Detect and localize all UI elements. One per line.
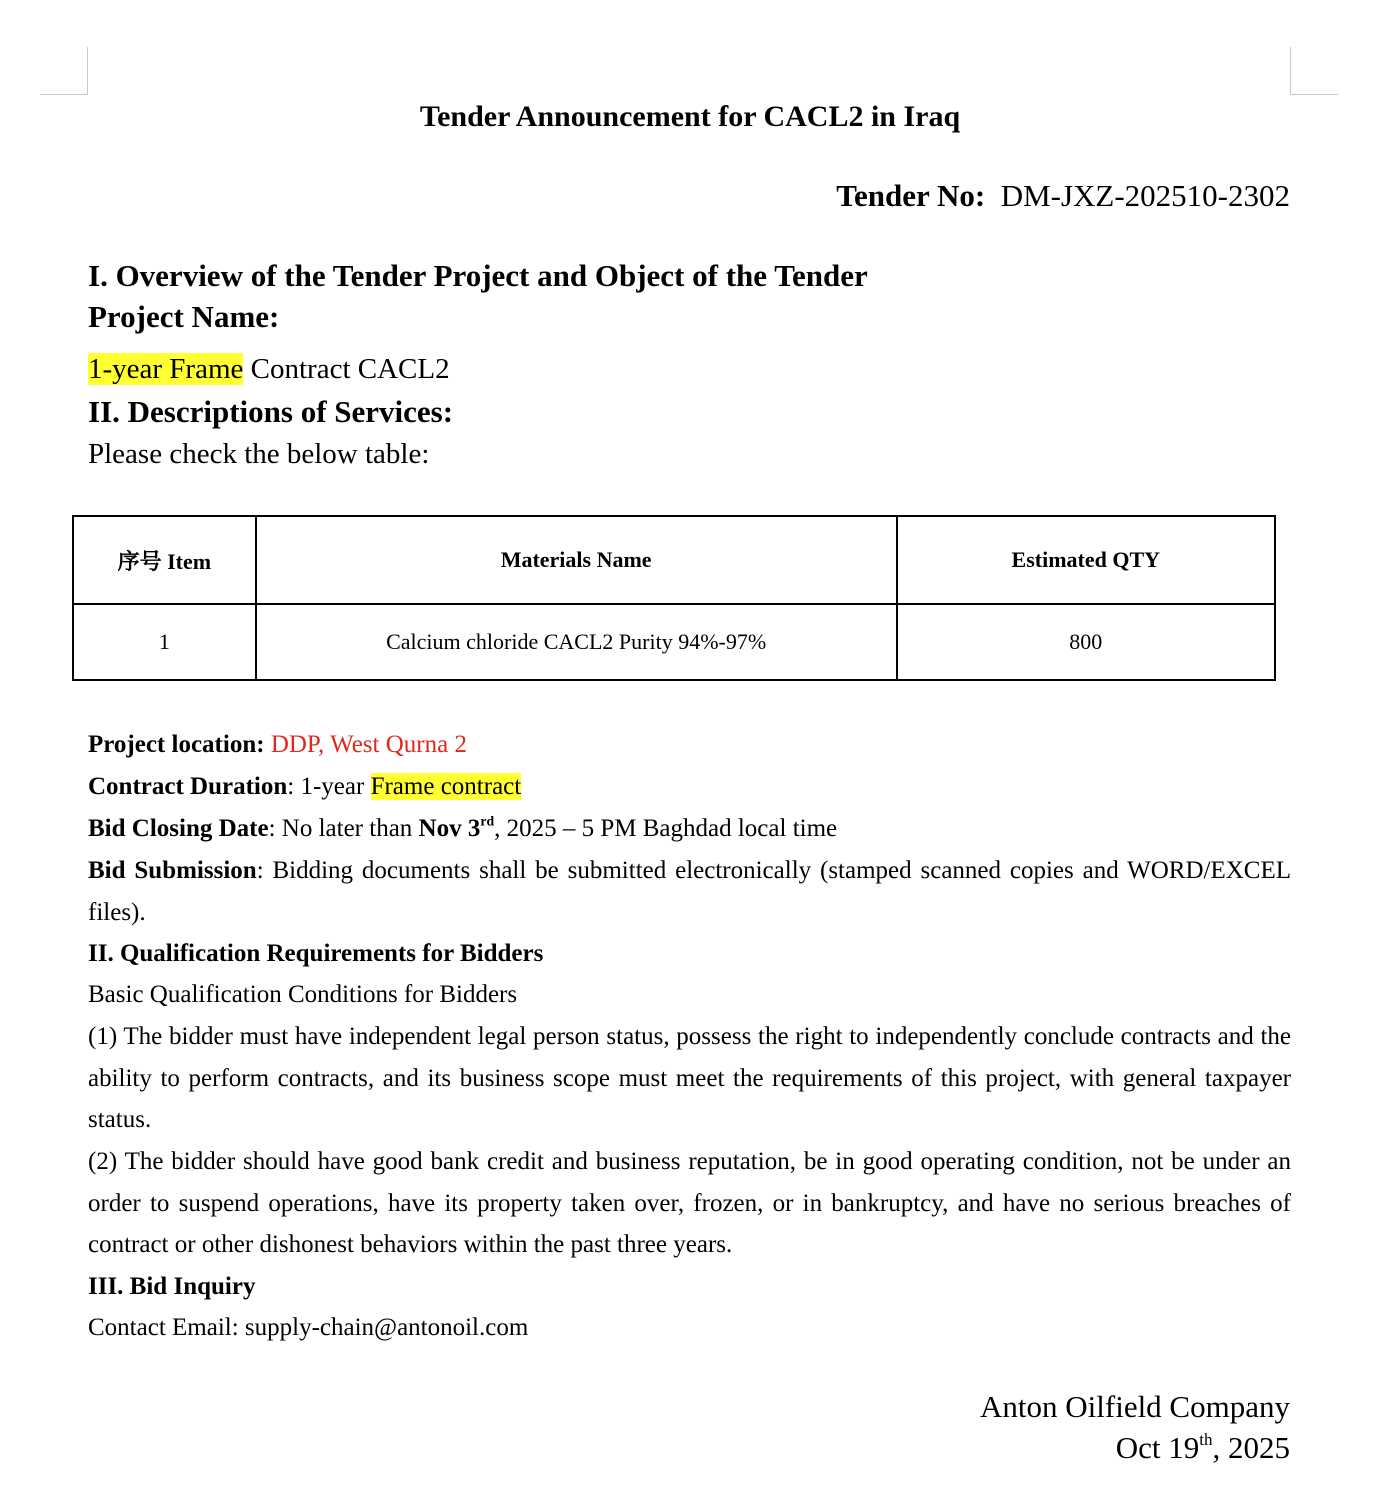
crop-mark-top-left xyxy=(40,94,88,95)
project-name-label: Project Name: xyxy=(88,299,280,334)
section-heading-services: II. Descriptions of Services: xyxy=(88,394,454,429)
cell-materials-name: Calcium chloride CACL2 Purity 94%-97% xyxy=(256,604,897,680)
bid-inquiry-heading: III. Bid Inquiry xyxy=(88,1273,256,1300)
document-title: Tender Announcement for CACL2 in Iraq xyxy=(419,100,961,133)
table-row xyxy=(73,604,1275,680)
bid-closing-time: , 2025 – 5 PM Baghdad local time xyxy=(494,815,838,842)
contract-duration-text: : 1-year xyxy=(287,773,371,800)
bid-closing-day: Nov 3 xyxy=(418,815,481,842)
signature-date-year: , 2025 xyxy=(1212,1430,1290,1465)
contract-duration xyxy=(88,773,521,801)
crop-mark-top-right xyxy=(1290,47,1291,95)
project-location-label: Project location: xyxy=(88,731,265,758)
tender-number-value: DM-JXZ-202510-2302 xyxy=(1000,178,1290,213)
cell-item: 1 xyxy=(73,604,256,680)
signature-company: Anton Oilfield Company xyxy=(980,1389,1290,1424)
signature-date xyxy=(1116,1430,1290,1466)
crop-mark-top-right xyxy=(1290,94,1338,95)
bid-closing-label: Bid Closing Date xyxy=(88,815,269,842)
bid-submission-text: : Bidding documents shall be submitted electronically (stamped scanned copies and WORD/EXCEL files). xyxy=(88,857,1291,926)
table-header-row xyxy=(73,516,1275,604)
services-intro: Please check the below table: xyxy=(88,438,430,470)
section-heading-overview: I. Overview of the Tender Project and Object of the Tender xyxy=(88,258,868,293)
requirement-1: (1) The bidder must have independent legal person status, possess the right to independently conclude contracts and the ability to perform contracts, and its business scope must meet the requirements of this project, with general taxpayer status. xyxy=(88,1023,1291,1133)
bid-closing-date xyxy=(88,815,837,843)
project-name-highlight: 1-year Frame xyxy=(88,353,244,385)
project-location xyxy=(88,731,467,759)
signature-date-day: Oct 19 xyxy=(1115,1430,1200,1465)
project-location-value: DDP, West Qurna 2 xyxy=(270,731,467,758)
materials-table xyxy=(72,515,1276,681)
tender-number-separator: : xyxy=(974,178,986,213)
crop-mark-top-left xyxy=(87,47,88,95)
bid-closing-suffix: rd xyxy=(480,813,495,829)
project-name-rest: Contract CACL2 xyxy=(243,353,450,385)
tender-number xyxy=(836,178,1290,214)
project-name xyxy=(88,353,450,386)
column-header-materials-name: Materials Name xyxy=(256,516,897,604)
tender-number-label: Tender No xyxy=(836,178,975,213)
bid-submission xyxy=(88,850,1291,933)
contract-duration-label: Contract Duration xyxy=(88,773,288,800)
bid-closing-prefix: : No later than xyxy=(268,815,419,842)
contact-email: Contact Email: supply-chain@antonoil.com xyxy=(88,1314,529,1341)
cell-estimated-qty: 800 xyxy=(897,604,1275,680)
bid-closing-date-bold xyxy=(419,815,495,842)
bid-submission-label: Bid Submission xyxy=(88,857,257,884)
signature-date-suffix: th xyxy=(1199,1430,1213,1450)
column-header-estimated-qty: Estimated QTY xyxy=(897,516,1275,604)
qualification-heading: II. Qualification Requirements for Bidders xyxy=(88,940,544,967)
column-header-item: 序号 Item xyxy=(73,516,256,604)
qualification-subheading: Basic Qualification Conditions for Bidders xyxy=(88,981,518,1008)
requirement-2: (2) The bidder should have good bank credit and business reputation, be in good operating condition, not be under an order to suspend operations, have its property taken over, frozen, or in bankruptcy, and have no serious breaches of contract or other dishonest behaviors within the past three years. xyxy=(88,1148,1291,1258)
contract-duration-highlight: Frame contract xyxy=(370,773,522,800)
